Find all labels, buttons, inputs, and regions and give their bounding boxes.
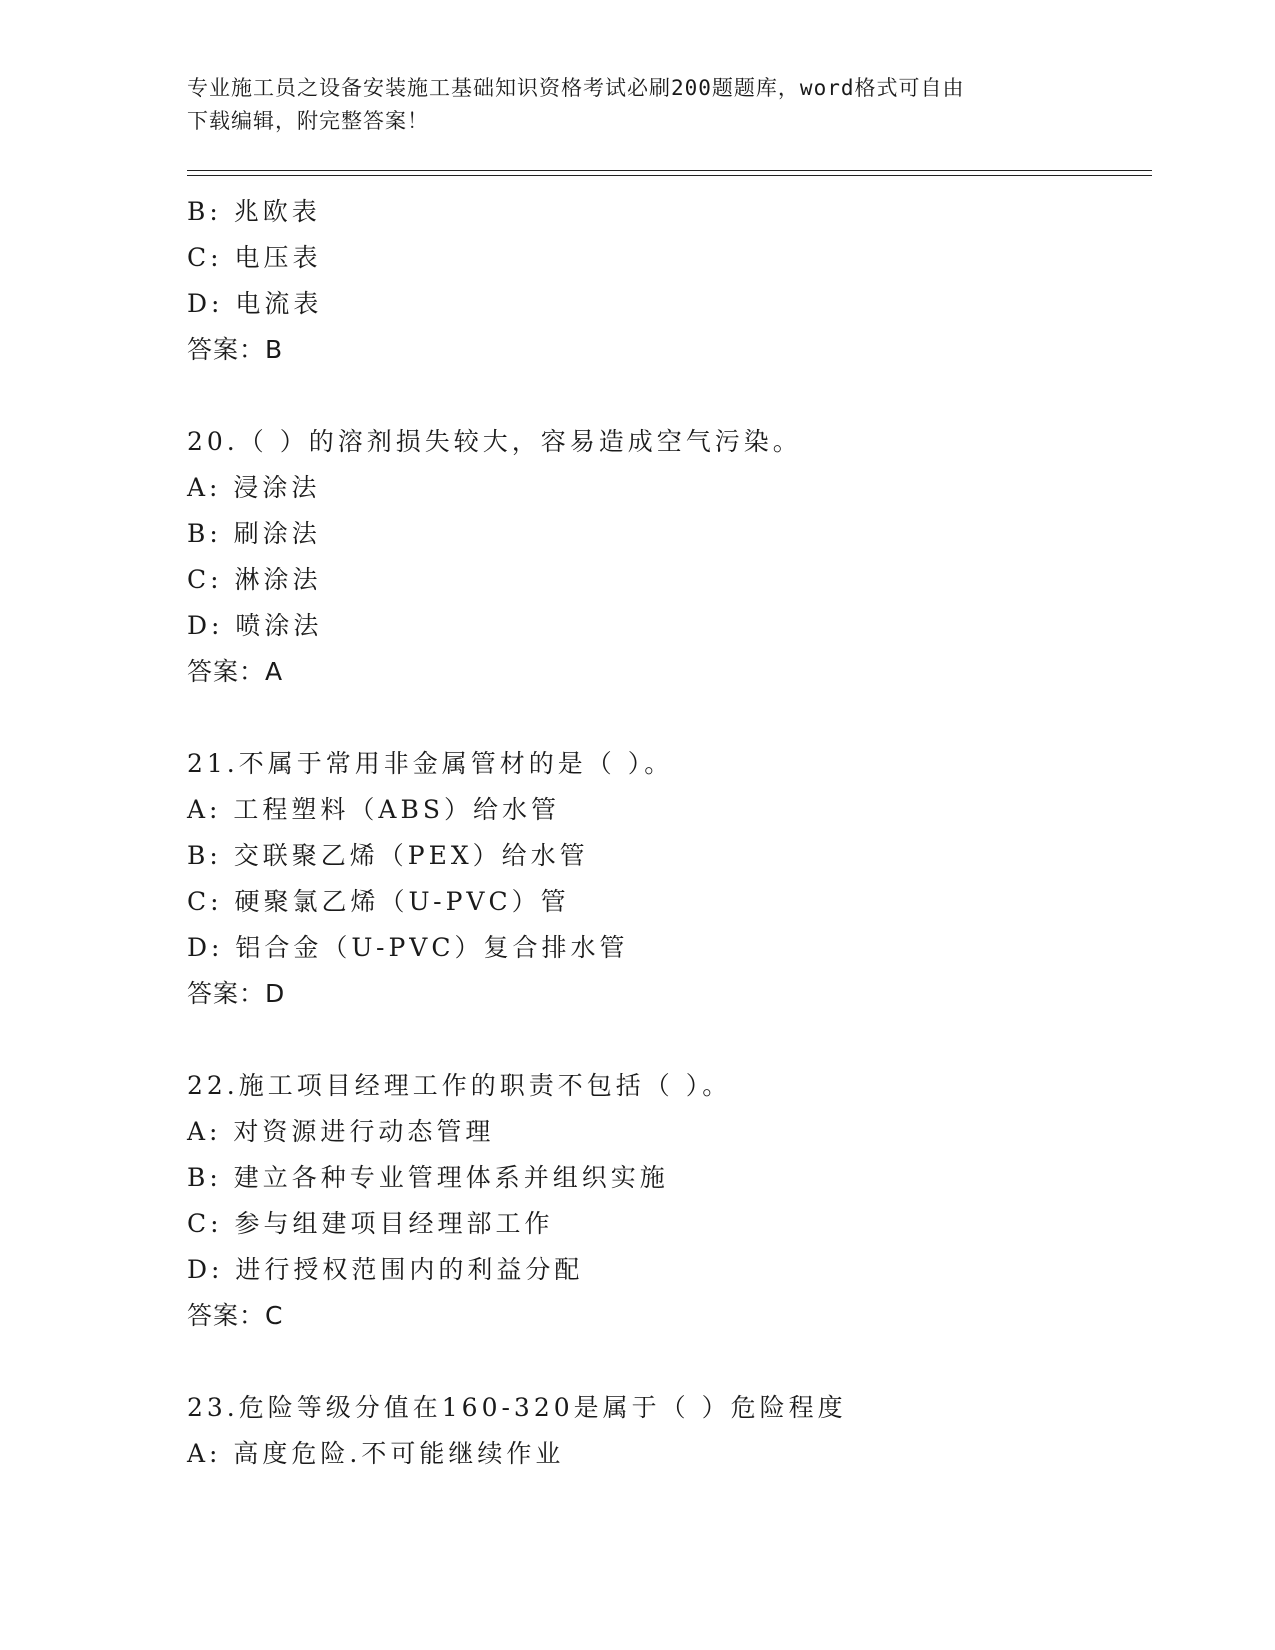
question-text: 20.（ ）的溶剂损失较大，容易造成空气污染。 [187,427,802,456]
option-a: A: 高度危险.不可能继续作业 [187,1439,565,1468]
header-line-1: 专业施工员之设备安装施工基础知识资格考试必刷200题题库，word格式可自由 [187,76,965,100]
option-c: C: 淋涂法 [187,565,322,594]
answer-line: 答案：C [187,1301,284,1330]
answer-line: 答案：A [187,657,284,686]
option-d: D: 铝合金（U-PVC）复合排水管 [187,933,629,962]
spacer [187,695,1152,741]
option-c: C: 电压表 [187,243,322,272]
question-text: 23.危险等级分值在160-320是属于（ ）危险程度 [187,1393,847,1422]
option-a: A: 工程塑料（ABS）给水管 [187,795,560,824]
option-b: B: 建立各种专业管理体系并组织实施 [187,1163,669,1192]
question-block [187,1063,1152,1339]
header-line-2: 下载编辑，附完整答案！ [187,109,429,133]
spacer [187,1339,1152,1385]
option-c: C: 硬聚氯乙烯（U-PVC）管 [187,887,570,916]
option-b: B: 刷涂法 [187,519,321,548]
question-text: 21.不属于常用非金属管材的是（ ）。 [187,749,674,778]
spacer [187,373,1152,419]
option-b: B: 交联聚乙烯（PEX）给水管 [187,841,589,870]
option-a: A: 浸涂法 [187,473,321,502]
option-d: D: 进行授权范围内的利益分配 [187,1255,584,1284]
header-rule-top [187,170,1152,171]
spacer [187,1017,1152,1063]
answer-line: 答案：D [187,979,286,1008]
option-d: D: 喷涂法 [187,611,323,640]
option-d: D: 电流表 [187,289,323,318]
option-c: C: 参与组建项目经理部工作 [187,1209,554,1238]
question-text: 22.施工项目经理工作的职责不包括（ ）。 [187,1071,732,1100]
option-a: A: 对资源进行动态管理 [187,1117,495,1146]
question-block [187,1385,1152,1477]
document-header [187,72,1087,138]
option-b: B: 兆欧表 [187,197,321,226]
question-list [187,189,1152,1477]
answer-line: 答案：B [187,335,284,364]
question-block [187,419,1152,695]
header-rule-bottom [187,175,1152,176]
question-block [187,189,1152,373]
question-block [187,741,1152,1017]
